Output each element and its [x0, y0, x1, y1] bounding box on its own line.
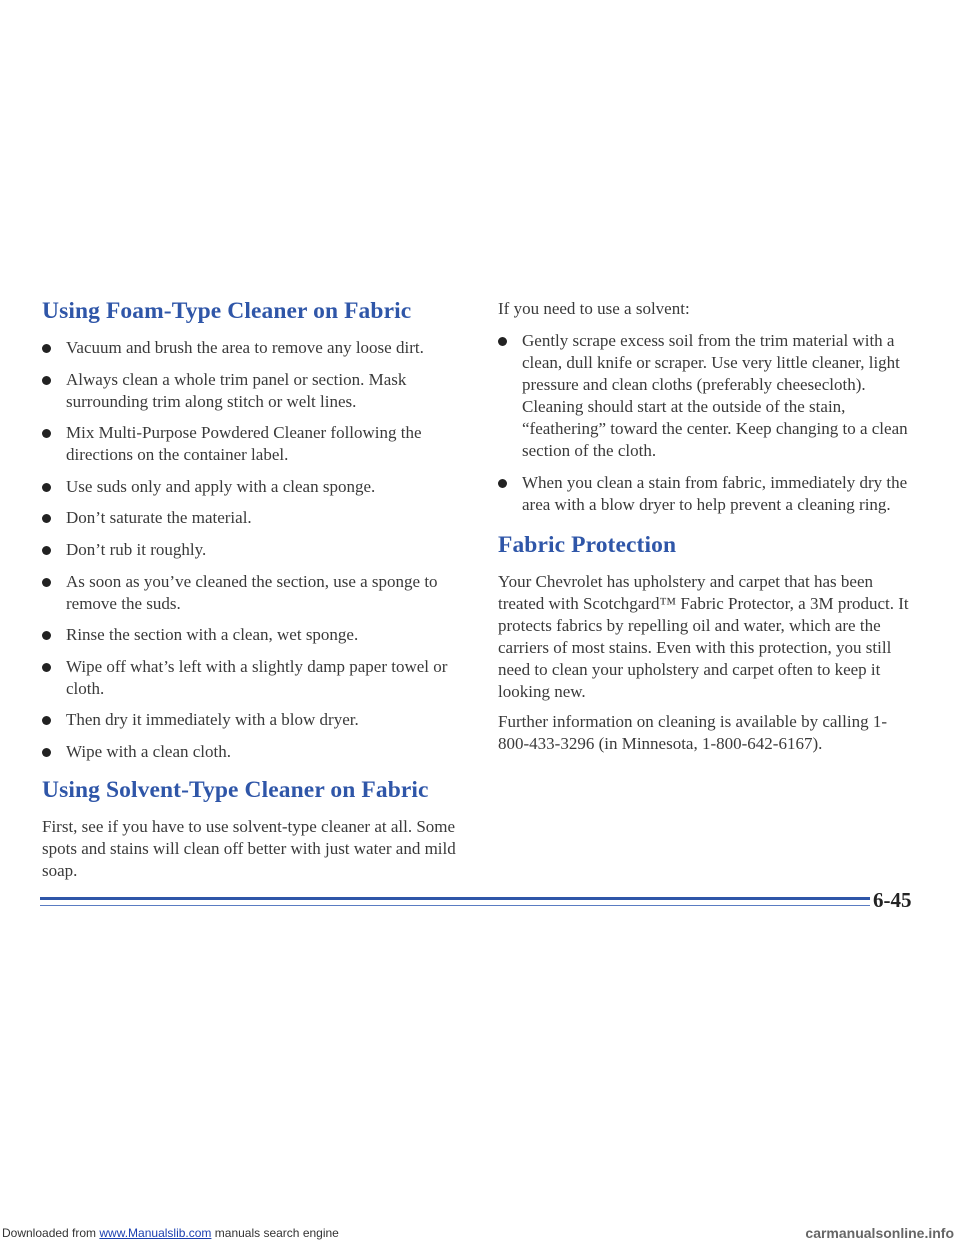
foam-cleaner-heading: Using Foam-Type Cleaner on Fabric: [42, 298, 412, 324]
bullet-icon: [42, 344, 51, 353]
list-item: Vacuum and brush the area to remove any loose dirt.: [42, 337, 474, 359]
list-item: Wipe off what’s left with a slightly damp paper towel or cloth.: [42, 656, 474, 700]
list-item: Don’t rub it roughly.: [42, 539, 474, 561]
fabric-protection-paragraph: Your Chevrolet has upholstery and carpet that has been treated with Scotchgard™ Fabric Protector, a 3M product. It protects fabrics by repelling oil and water, which are the carriers of most stains. Even with this protection, you still need to clean your upholstery and carpet often to keep it looking new.: [498, 571, 909, 701]
solvent-cleaner-paragraph: First, see if you have to use solvent-type cleaner at all. Some spots and stains will clean off better with just water and mild soap.: [42, 816, 456, 880]
rule-thick: [40, 897, 870, 900]
list-item: Wipe with a clean cloth.: [42, 741, 474, 763]
right-column: [498, 298, 918, 763]
list-item: Always clean a whole trim panel or section. Mask surrounding trim along stitch or welt lines.: [42, 369, 474, 413]
solvent-cleaner-heading: Using Solvent-Type Cleaner on Fabric: [42, 776, 429, 803]
list-item: Don’t saturate the material.: [42, 507, 474, 529]
rule-thin: [40, 905, 870, 906]
list-item: Then dry it immediately with a blow dryer.: [42, 709, 474, 731]
bullet-icon: [42, 546, 51, 555]
solvent-intro: If you need to use a solvent:: [498, 299, 690, 318]
footer-source: Downloaded from www.Manualslib.com manuals search engine: [2, 1226, 339, 1240]
bullet-icon: [498, 479, 507, 488]
cleaning-info-paragraph: Further information on cleaning is available by calling 1-800-433-3296 (in Minnesota, 1-800-642-6167).: [498, 711, 887, 753]
bullet-icon: [42, 578, 51, 587]
list-item: When you clean a stain from fabric, immediately dry the area with a blow dryer to help prevent a cleaning ring.: [498, 472, 918, 516]
list-item: Gently scrape excess soil from the trim material with a clean, dull knife or scraper. Use very little cleaner, light pressure and clean cloths (preferably cheesecloth). Cleaning should start at the outside of the stain, “feathering” toward the center. Keep changing to a clean section of the cloth.: [498, 330, 918, 462]
bullet-icon: [42, 514, 51, 523]
list-item: Use suds only and apply with a clean sponge.: [42, 476, 474, 498]
fabric-protection-heading: Fabric Protection: [498, 531, 677, 558]
solvent-steps: [498, 330, 918, 516]
page-rule: [40, 897, 920, 906]
bullet-icon: [42, 716, 51, 725]
foam-cleaner-steps: [42, 337, 474, 763]
list-item: Mix Multi-Purpose Powdered Cleaner following the directions on the container label.: [42, 422, 474, 466]
bullet-icon: [42, 429, 51, 438]
bullet-icon: [42, 631, 51, 640]
download-footer: [0, 1224, 960, 1242]
bullet-icon: [42, 663, 51, 672]
footer-watermark: carmanualsonline.info: [805, 1225, 954, 1241]
page-number: 6-45: [873, 888, 912, 912]
bullet-icon: [42, 483, 51, 492]
bullet-icon: [498, 337, 507, 346]
list-item: Rinse the section with a clean, wet sponge.: [42, 624, 474, 646]
bullet-icon: [42, 748, 51, 757]
bullet-icon: [42, 376, 51, 385]
list-item: As soon as you’ve cleaned the section, use a sponge to remove the suds.: [42, 571, 474, 615]
left-column: [42, 298, 474, 890]
manualslib-link[interactable]: www.Manualslib.com: [99, 1226, 212, 1240]
